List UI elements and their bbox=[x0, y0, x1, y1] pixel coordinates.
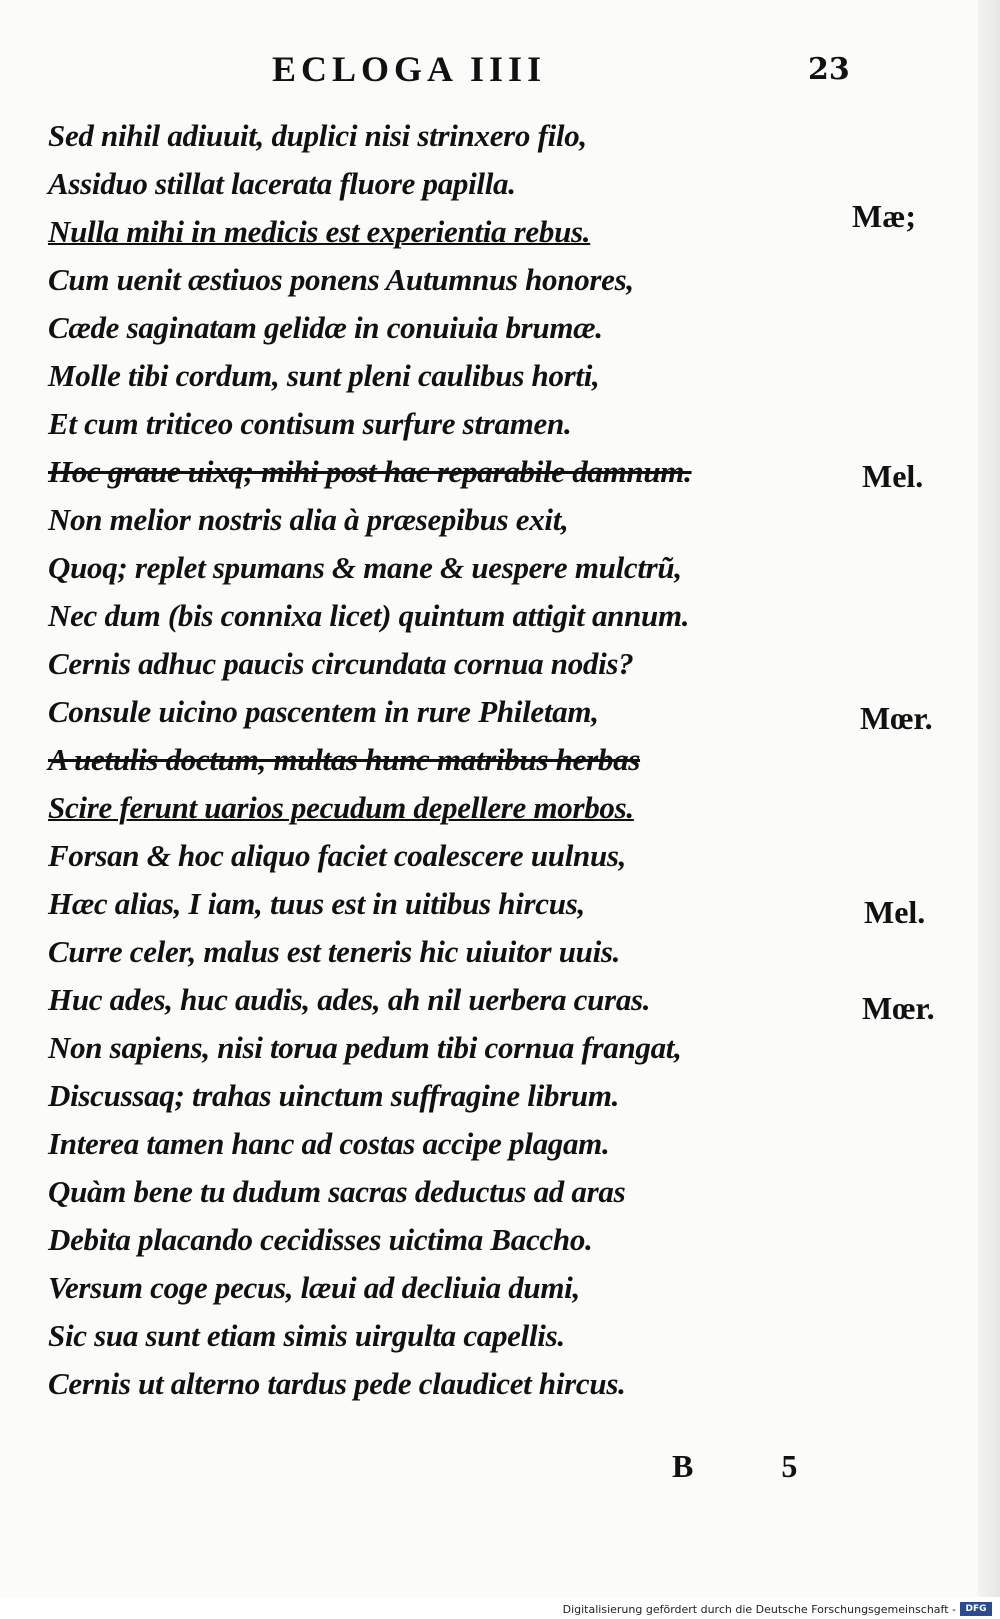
verse-line: Cum uenit æstiuos ponens Autumnus honores, bbox=[48, 262, 634, 297]
speaker-label: Mæ; bbox=[852, 198, 916, 234]
speaker-label: Mœr. bbox=[860, 700, 933, 736]
verse-line: Hoc graue uixq; mihi post hac reparabile damnum. bbox=[48, 454, 692, 489]
verse-line: Sic sua sunt etiam simis uirgulta capellis. bbox=[48, 1318, 565, 1353]
verse-line: Non sapiens, nisi torua pedum tibi cornua frangat, bbox=[48, 1030, 682, 1065]
verse-line: Cæde saginatam gelidæ in conuiuia brumæ. bbox=[48, 310, 603, 345]
verse-block bbox=[48, 112, 868, 1408]
speaker-label: Mel. bbox=[864, 894, 926, 930]
verse-line: Huc ades, huc audis, ades, ah nil uerbera curas. bbox=[48, 982, 651, 1017]
verse-line: Quoq; replet spumans & mane & uespere mulctrũ, bbox=[48, 550, 682, 585]
page-edge bbox=[978, 0, 1000, 1619]
verse-line: Nec dum (bis connixa licet) quintum attigit annum. bbox=[48, 598, 690, 633]
verse-line: Debita placando cecidisses uictima Baccho. bbox=[48, 1222, 593, 1257]
verse-line: Nulla mihi in medicis est experientia rebus. bbox=[48, 214, 591, 249]
verse-line: Cernis ut alterno tardus pede claudicet hircus. bbox=[48, 1366, 626, 1401]
verse-line: Discussaq; trahas uinctum suffragine librum. bbox=[48, 1078, 620, 1113]
verse-line: Quàm bene tu dudum sacras deductus ad aras bbox=[48, 1174, 626, 1209]
verse-line: Non melior nostris alia à præsepibus exit, bbox=[48, 502, 569, 537]
verse-line: Sed nihil adiuuit, duplici nisi strinxero filo, bbox=[48, 118, 587, 153]
verse-line: Assiduo stillat lacerata fluore papilla. bbox=[48, 166, 516, 201]
verse-line: Versum coge pecus, læui ad decliuia dumi, bbox=[48, 1270, 580, 1305]
dfg-logo-icon: DFG bbox=[960, 1602, 992, 1616]
verse-line: Molle tibi cordum, sunt pleni caulibus horti, bbox=[48, 358, 600, 393]
verse-line: Forsan & hoc aliquo faciet coalescere uulnus, bbox=[48, 838, 627, 873]
page-number: 23 bbox=[808, 52, 850, 87]
signature-mark: B 5 bbox=[672, 1448, 838, 1484]
speaker-label: Mœr. bbox=[862, 990, 935, 1026]
footer-bar bbox=[0, 1597, 1000, 1619]
page-header bbox=[0, 48, 1000, 92]
verse-line: Hæc alias, I iam, tuus est in uitibus hircus, bbox=[48, 886, 585, 921]
verse-line: Interea tamen hanc ad costas accipe plagam. bbox=[48, 1126, 610, 1161]
footer-credit: Digitalisierung gefördert durch die Deutsche Forschungsgemeinschaft - bbox=[562, 1603, 956, 1616]
verse-line: Curre celer, malus est teneris hic uiuitor uuis. bbox=[48, 934, 621, 969]
speaker-label: Mel. bbox=[862, 458, 924, 494]
verse-line: Scire ferunt uarios pecudum depellere morbos. bbox=[48, 790, 634, 825]
verse-line: A uetulis doctum, multas hunc matribus herbas bbox=[48, 742, 641, 777]
verse-line: Consule uicino pascentem in rure Philetam, bbox=[48, 694, 599, 729]
verse-line: Et cum triticeo contisum surfure stramen. bbox=[48, 406, 572, 441]
running-title: ECLOGA IIII bbox=[272, 49, 547, 89]
verse-line: Cernis adhuc paucis circundata cornua nodis? bbox=[48, 646, 634, 681]
